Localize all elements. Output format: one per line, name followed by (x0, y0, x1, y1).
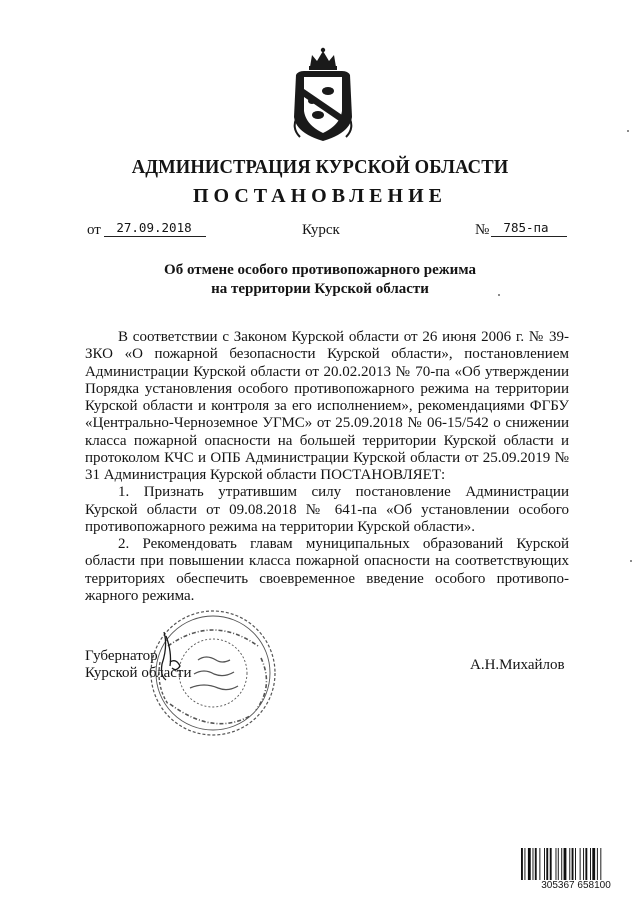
signatory-position-line-1: Губернатор (85, 648, 158, 664)
document-number: 785-па (503, 220, 549, 235)
barcode-bar (561, 848, 562, 882)
document-body (85, 329, 569, 605)
coat-of-arms-emblem (290, 45, 356, 145)
barcode-bar (556, 848, 557, 882)
barcode-bar (592, 848, 595, 882)
barcode-bar (572, 848, 574, 882)
barcode-digits: 305367 658100 (520, 880, 632, 891)
document-heading-line-1: Об отмене особого противопожарного режима (164, 262, 476, 278)
document-heading-line-2: на территории Курской области (211, 281, 429, 297)
barcode-bar (528, 848, 531, 882)
barcode-bar (597, 848, 598, 882)
barcode-bar (569, 848, 570, 882)
barcode-bar (558, 848, 559, 882)
date-underline (104, 236, 206, 237)
barcode-bar (546, 848, 548, 882)
barcode-bar (575, 848, 576, 882)
barcode-bar (533, 848, 534, 882)
body-preamble: В соответствии с Законом Курской области от 26 июня 2006 г. № 39-ЗКО «О пожарной безопасности Курской области», постановлением Администрации Курской области от 20.02.2013 № 70-па «Об утверждении Порядка установления особого противопожарного режима на территории Курской области и контроля за его исполнением», рекомендациями ФГБУ «Центрально-Черноземное УГМС» от 25.09.2018 № 06-15/542 о снижении класса пожарной опасности на большей территории Курской области и протоколом КЧС и ОПБ Администрации Курской области от 25.09.2019 № 31 Администрация Курской области ПОСТАНОВЛЯЕТ: (85, 329, 569, 483)
barcode-bar (585, 848, 587, 882)
barcode-bar (544, 848, 545, 882)
barcode-bar (580, 848, 581, 882)
scan-speck (498, 294, 500, 296)
barcode-bar (600, 848, 601, 882)
official-seal-stamp (146, 606, 280, 740)
date-label: от (87, 222, 101, 238)
barcode-bar (535, 848, 537, 882)
body-item-2: 2. Рекомендовать главам муниципальных образований Курской области при повышении класса пожарной опасности на соответствующих территориях обеспечить своевременное введение особого противопожарного режима. (85, 536, 569, 604)
barcode-bar (550, 848, 552, 882)
scan-speck (627, 130, 629, 132)
number-label: № (475, 222, 490, 238)
document-city: Курск (302, 222, 340, 238)
barcode-bar (583, 848, 584, 882)
document-type-title: ПОСТАНОВЛЕНИЕ (193, 185, 447, 207)
signatory-name: А.Н.Михайлов (470, 657, 565, 673)
scan-speck (630, 560, 632, 562)
barcode-bar (590, 848, 591, 882)
barcode-bar (564, 848, 567, 882)
body-item-1: 1. Признать утратившим силу постановление Администрации Курской области от 09.08.2018 № 641-па «Об установлении особого противопожарного режима на территории Курской области». (85, 484, 569, 535)
barcode-bar (524, 848, 525, 882)
document-date: 27.09.2018 (116, 220, 192, 235)
number-underline (491, 236, 567, 237)
barcode-bar (539, 848, 540, 882)
organization-title: АДМИНИСТРАЦИЯ КУРСКОЙ ОБЛАСТИ (131, 156, 509, 178)
barcode-bar (521, 848, 523, 882)
signatory-position-line-2: Курской области (85, 665, 192, 681)
